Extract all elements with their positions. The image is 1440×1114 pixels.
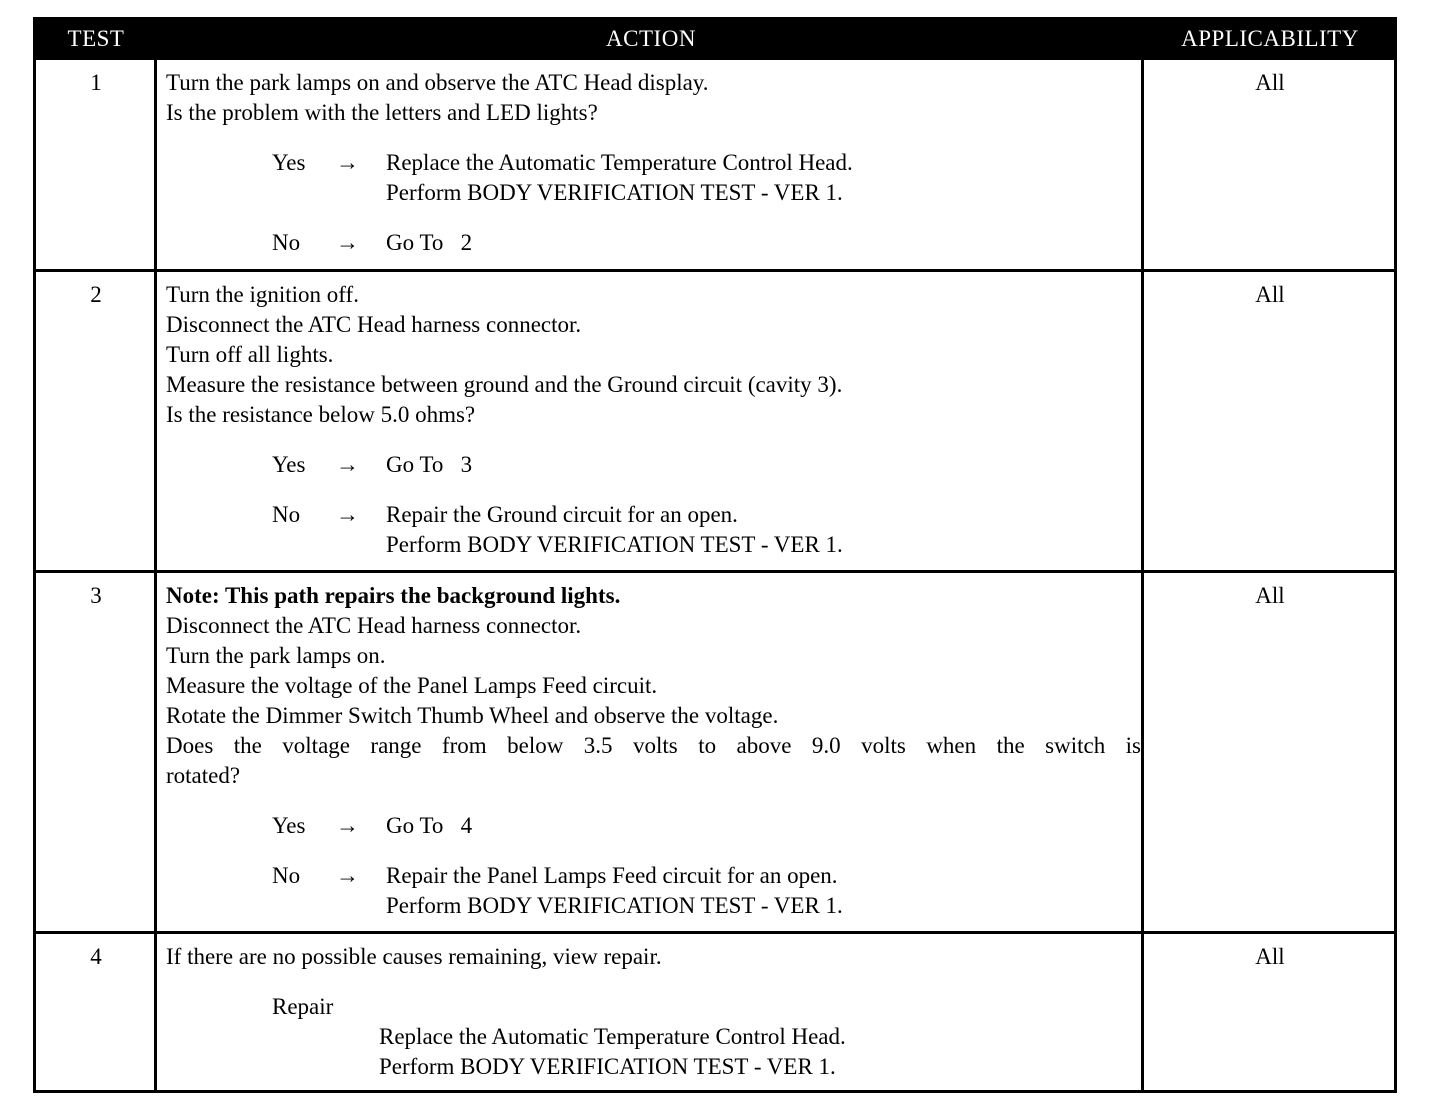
no-option: [166, 861, 1141, 921]
no-option: [166, 500, 1141, 560]
diagnostic-test-table: [33, 17, 1397, 1093]
no-label: No: [272, 230, 301, 255]
no-result: Go To 2: [386, 230, 473, 255]
arrow-icon: →: [336, 502, 359, 527]
action-line: rotated?: [166, 763, 241, 788]
action-line: If there are no possible causes remaining, view repair.: [166, 944, 662, 969]
action-line: Turn off all lights.: [166, 342, 334, 367]
repair-label: Repair: [272, 994, 334, 1019]
arrow-icon: →: [336, 452, 359, 477]
action-line: Does the voltage range from below 3.5 volts to above 9.0 volts when the switch is: [166, 733, 1141, 758]
repair-line: Perform BODY VERIFICATION TEST - VER 1.: [379, 1054, 836, 1079]
applicability-cell: All: [1255, 583, 1285, 608]
header-applicability: APPLICABILITY: [1181, 26, 1359, 51]
test-number: 4: [90, 944, 102, 969]
applicability-cell: All: [1255, 70, 1285, 95]
table-row: [36, 934, 1394, 1090]
table-header: [36, 20, 1394, 60]
arrow-icon: →: [336, 230, 359, 255]
yes-result: Go To 3: [386, 452, 473, 477]
no-label: No: [272, 502, 301, 527]
yes-label: Yes: [272, 150, 306, 175]
test-number: 1: [90, 70, 102, 95]
applicability-cell: All: [1255, 944, 1285, 969]
applicability-cell: All: [1255, 282, 1285, 307]
action-cell: [166, 280, 1141, 560]
yes-option: [166, 811, 1141, 841]
arrow-icon: →: [336, 813, 359, 838]
table-row: [36, 272, 1394, 570]
no-result: Perform BODY VERIFICATION TEST - VER 1.: [386, 532, 843, 557]
action-cell: [166, 68, 1141, 258]
no-option: [166, 228, 1141, 258]
yes-option: [166, 450, 1141, 480]
yes-option: [166, 148, 1141, 208]
action-line: Measure the resistance between ground and the Ground circuit (cavity 3).: [166, 372, 843, 397]
yes-label: Yes: [272, 813, 306, 838]
yes-label: Yes: [272, 452, 306, 477]
action-cell: [166, 581, 1141, 921]
action-line: Turn the park lamps on.: [166, 643, 386, 668]
no-label: No: [272, 863, 301, 888]
note-text: Note: This path repairs the background lights.: [166, 583, 621, 608]
action-line: Disconnect the ATC Head harness connector.: [166, 613, 582, 638]
action-line: Measure the voltage of the Panel Lamps Feed circuit.: [166, 673, 658, 698]
yes-result: Go To 4: [386, 813, 473, 838]
action-line: Turn the park lamps on and observe the ATC Head display.: [166, 70, 709, 95]
header-test: TEST: [67, 26, 125, 51]
test-number: 3: [90, 583, 102, 608]
table-row: [36, 573, 1394, 931]
yes-result: Perform BODY VERIFICATION TEST - VER 1.: [386, 180, 843, 205]
test-number: 2: [90, 282, 102, 307]
no-result: Repair the Panel Lamps Feed circuit for an open.: [386, 863, 838, 888]
action-line: Turn the ignition off.: [166, 282, 359, 307]
repair-line: Replace the Automatic Temperature Control Head.: [379, 1024, 846, 1049]
yes-result: Replace the Automatic Temperature Control Head.: [386, 150, 853, 175]
action-line: Is the resistance below 5.0 ohms?: [166, 402, 476, 427]
action-line: Is the problem with the letters and LED lights?: [166, 100, 598, 125]
header-action: ACTION: [606, 26, 696, 51]
no-result: Repair the Ground circuit for an open.: [386, 502, 738, 527]
arrow-icon: →: [336, 863, 359, 888]
arrow-icon: →: [336, 150, 359, 175]
action-line: Rotate the Dimmer Switch Thumb Wheel and observe the voltage.: [166, 703, 779, 728]
no-result: Perform BODY VERIFICATION TEST - VER 1.: [386, 893, 843, 918]
action-cell: [166, 942, 1141, 1082]
table-row: [36, 60, 1394, 269]
action-line: Disconnect the ATC Head harness connector.: [166, 312, 582, 337]
